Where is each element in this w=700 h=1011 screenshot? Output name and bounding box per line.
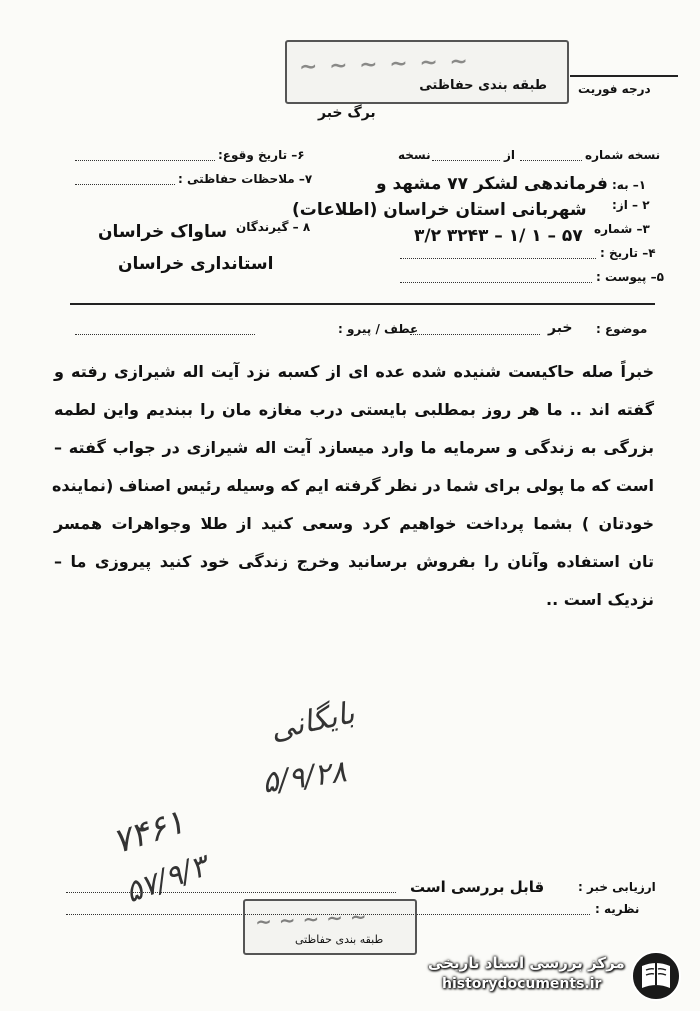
stamp-scrawl: ~ ~ ~ ~ ~ ~ bbox=[298, 49, 471, 80]
reference-label: عطف / پیرو : bbox=[338, 322, 419, 336]
attachment-label: ۵– پیوست : bbox=[596, 270, 664, 284]
body-line: خودتان ) بشما پرداخت خواهیم کرد وسعی کنید از طلا وجواهرات همسر bbox=[54, 514, 654, 533]
watermark-site-name: مرکز بررسی اسناد تاریخی bbox=[428, 954, 625, 972]
header-divider bbox=[70, 303, 655, 305]
subject-label: موضوع : bbox=[596, 322, 648, 336]
body-line: نزدیک است .. bbox=[545, 590, 654, 609]
evaluation-label: ارزیابی خبر : bbox=[578, 880, 656, 894]
body-line: بزرگی به زندگی و سرمایه ما وارد میسازد آیت اله شیرازی در جواب گفته – bbox=[54, 438, 654, 457]
of-label: از bbox=[504, 148, 516, 162]
protection-notes-label: ۷– ملاحظات حفاظتی : bbox=[178, 172, 313, 186]
classification-stamp-bottom bbox=[243, 899, 417, 955]
classification-stamp-top bbox=[285, 40, 569, 104]
number-label: ۳– شماره bbox=[594, 222, 650, 236]
subject-dots bbox=[410, 334, 540, 335]
event-date-dots bbox=[75, 160, 215, 161]
date-label: ۴– تاریخ : bbox=[600, 246, 656, 260]
from-value: شهربانی استان خراسان (اطلاعات) bbox=[292, 200, 587, 220]
event-date-label: ۶– تاریخ وقوع: bbox=[218, 148, 305, 162]
handwritten-date-note-2: ۵۷/۹/۳ bbox=[120, 848, 213, 911]
subject-value: خبر bbox=[548, 320, 573, 336]
copy-label: نسخه bbox=[398, 148, 431, 162]
urgency-label: درجه فوریت bbox=[578, 82, 651, 96]
body-line: است که ما پولی برای شما در نظر گرفته ایم که وسیله رئیس اصناف (نماینده bbox=[51, 476, 654, 495]
watermark-logo-icon bbox=[630, 950, 682, 1002]
evaluation-value: قابل بررسی است bbox=[410, 878, 545, 896]
recipient-1: ساواک خراسان bbox=[98, 222, 228, 242]
classification-label: طبقه بندی حفاظتی bbox=[419, 78, 547, 93]
handwritten-number-note: ۷۴۶۱ bbox=[107, 801, 190, 863]
watermark-url: historydocuments.ir bbox=[442, 976, 602, 992]
attachment-dots bbox=[400, 282, 592, 283]
from-label: ۲ – از: bbox=[612, 198, 650, 212]
number-value: ۳/۲ ۳۲۴۳ – ۱/ ۱ – ۵۷ bbox=[414, 226, 583, 246]
handwritten-archive-note: بایگانی bbox=[267, 695, 358, 748]
reference-dots bbox=[75, 334, 255, 335]
date-dots bbox=[400, 258, 596, 259]
body-line: خبراً صله حاکیست شنیده شده عده ای از کسبه نزد آیت اله شیرازی رفته و bbox=[54, 362, 654, 381]
bottom-classification-label: طبقه بندی حفاظتی bbox=[295, 933, 384, 946]
body-line: گفته اند .. ما هر روز بمطلبی بایستی درب مغازه مان را ببندیم واین لطمه bbox=[54, 400, 654, 419]
protection-notes-dots bbox=[75, 184, 175, 185]
recipients-label: ۸ – گیرندگان bbox=[236, 220, 311, 234]
opinion-label: نظریه : bbox=[595, 902, 640, 916]
body-line: تان استفاده وآنان را بفروش برسانید وخرج زندگی خود کنید پیروزی ما – bbox=[54, 552, 654, 571]
evaluation-dots bbox=[66, 892, 396, 893]
copy-number-dots bbox=[520, 160, 582, 161]
stamp-scrawl: ~ ~ ~ ~ ~ bbox=[254, 904, 368, 934]
handwritten-date-note: ۵/۹/۲۸ bbox=[259, 754, 349, 801]
recipient-2: استانداری خراسان bbox=[118, 254, 274, 274]
urgency-rule bbox=[570, 75, 678, 77]
to-value: فرماندهی لشکر ۷۷ مشهد و bbox=[376, 174, 608, 194]
copy-number-label: نسخه شماره bbox=[585, 148, 661, 162]
to-label: ۱– به: bbox=[612, 178, 647, 192]
form-title: برگ خبر bbox=[318, 105, 376, 121]
of-dots bbox=[432, 160, 500, 161]
